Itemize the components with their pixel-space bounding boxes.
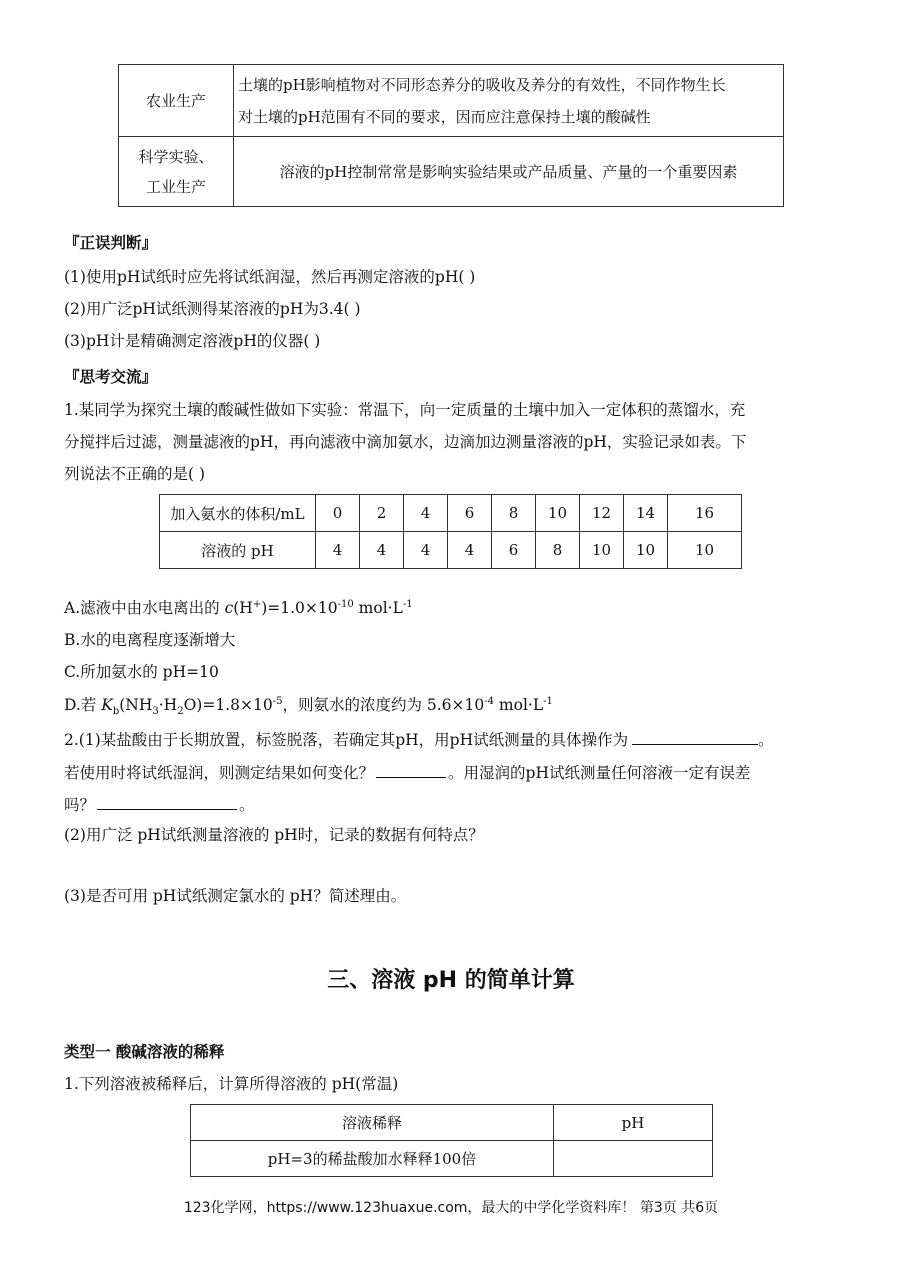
- text-line: 土壤的pH影响植物对不同形态养分的吸收及养分的有效性，不同作物生长: [238, 75, 726, 94]
- table-cell: 6: [448, 495, 492, 532]
- answer-blank[interactable]: [97, 793, 237, 810]
- table-cell: 2: [360, 495, 404, 532]
- table-cell: 10: [536, 495, 580, 532]
- table-row-text: 溶液的pH控制常常是影响实验结果或产品质量、产量的一个重要因素: [234, 137, 784, 207]
- answer-blank[interactable]: [632, 728, 758, 745]
- judge-heading: 『正误判断』: [64, 234, 158, 252]
- option-c: C.所加氨水的 pH=10: [64, 663, 219, 681]
- table-cell: 4: [316, 532, 360, 569]
- question-2-part3: (3)是否可用 pH试纸测定氯水的 pH？简述理由。: [64, 887, 407, 905]
- answer-blank[interactable]: [376, 761, 446, 778]
- table-cell: 8: [492, 495, 536, 532]
- table-header-cell: pH: [554, 1105, 713, 1141]
- question-2-line: 若使用时将试纸湿润，则测定结果如何变化？ 。用湿润的pH试纸测量任何溶液一定有误差: [64, 761, 750, 783]
- question-line: 1.某同学为探究土壤的酸碱性做如下实验：常温下，向一定质量的土壤中加入一定体积的蒸馏水，充: [64, 401, 746, 419]
- application-table: [118, 64, 784, 207]
- question-2-line: 吗？ 。: [64, 793, 255, 815]
- table-cell: 6: [492, 532, 536, 569]
- option-b: B.水的电离程度逐渐增大: [64, 631, 236, 649]
- judge-item: (3)pH计是精确测定溶液pH的仪器( ): [64, 332, 321, 350]
- question-line: 列说法不正确的是( ): [64, 465, 206, 483]
- think-heading: 『思考交流』: [64, 368, 158, 386]
- table-cell: 12: [580, 495, 624, 532]
- question-line: 分搅拌后过滤，测量滤液的pH，再向滤液中滴加氨水，边滴加边测量溶液的pH，实验记录如表。下: [64, 433, 747, 451]
- option-a: A.滤液中由水电离出的 $c(H^+)=1.0\times 10^{-10}$ $mol\cdot L^{-1}$: [64, 598, 413, 617]
- table-cell: 10: [580, 532, 624, 569]
- table-cell: 4: [360, 532, 404, 569]
- table-row-label: [119, 137, 234, 207]
- label-line: 科学实验、: [138, 147, 214, 166]
- page-footer: 123化学网，https://www.123huaxue.com，最大的中学化学资料库！ 第3页 共6页: [183, 1200, 719, 1216]
- question-2-line: 2.(1)某盐酸由于长期放置，标签脱落，若确定其pH，用pH试纸测量的具体操作为 。: [64, 728, 774, 750]
- type-heading: 类型一 酸碱溶液的稀释: [64, 1043, 225, 1061]
- table-header-cell: 加入氨水的体积/mL: [160, 495, 316, 532]
- table-cell: 4: [404, 495, 448, 532]
- dilution-table: [190, 1104, 713, 1177]
- table-header-cell: 溶液稀释: [191, 1105, 554, 1141]
- judge-item: (2)用广泛pH试纸测得某溶液的pH为3.4( ): [64, 300, 361, 318]
- text-line: 对土壤的pH范围有不同的要求，因而应注意保持土壤的酸碱性: [238, 107, 651, 126]
- question-line: 1.下列溶液被稀释后，计算所得溶液的 pH(常温): [64, 1075, 399, 1093]
- table-cell: pH=3的稀盐酸加水释释100倍: [191, 1141, 554, 1177]
- table-cell: 8: [536, 532, 580, 569]
- option-d: D.若 $K_b(NH_3\cdot H_2O)=1.8\times 10^{-5}$，则氨水的浓度约为 $5.6\times 10^{-4}$ $mol\cdot L^{-1}$: [64, 695, 553, 718]
- table-cell: 10: [624, 532, 668, 569]
- judge-item: (1)使用pH试纸时应先将试纸润湿，然后再测定溶液的pH( ): [64, 268, 476, 286]
- table-row-text: [234, 65, 784, 137]
- table-cell[interactable]: [554, 1141, 713, 1177]
- section-title: 三、溶液 pH 的简单计算: [327, 968, 575, 993]
- ammonia-table: [159, 494, 742, 569]
- table-cell: 4: [404, 532, 448, 569]
- table-cell: 4: [448, 532, 492, 569]
- question-2-part2: (2)用广泛 pH试纸测量溶液的 pH时，记录的数据有何特点？: [64, 826, 484, 844]
- table-cell: 16: [668, 495, 742, 532]
- label-line: 工业生产: [145, 177, 206, 196]
- table-row-label: 农业生产: [119, 65, 234, 137]
- table-cell: 10: [668, 532, 742, 569]
- table-cell: 0: [316, 495, 360, 532]
- table-cell: 14: [624, 495, 668, 532]
- table-header-cell: 溶液的 pH: [160, 532, 316, 569]
